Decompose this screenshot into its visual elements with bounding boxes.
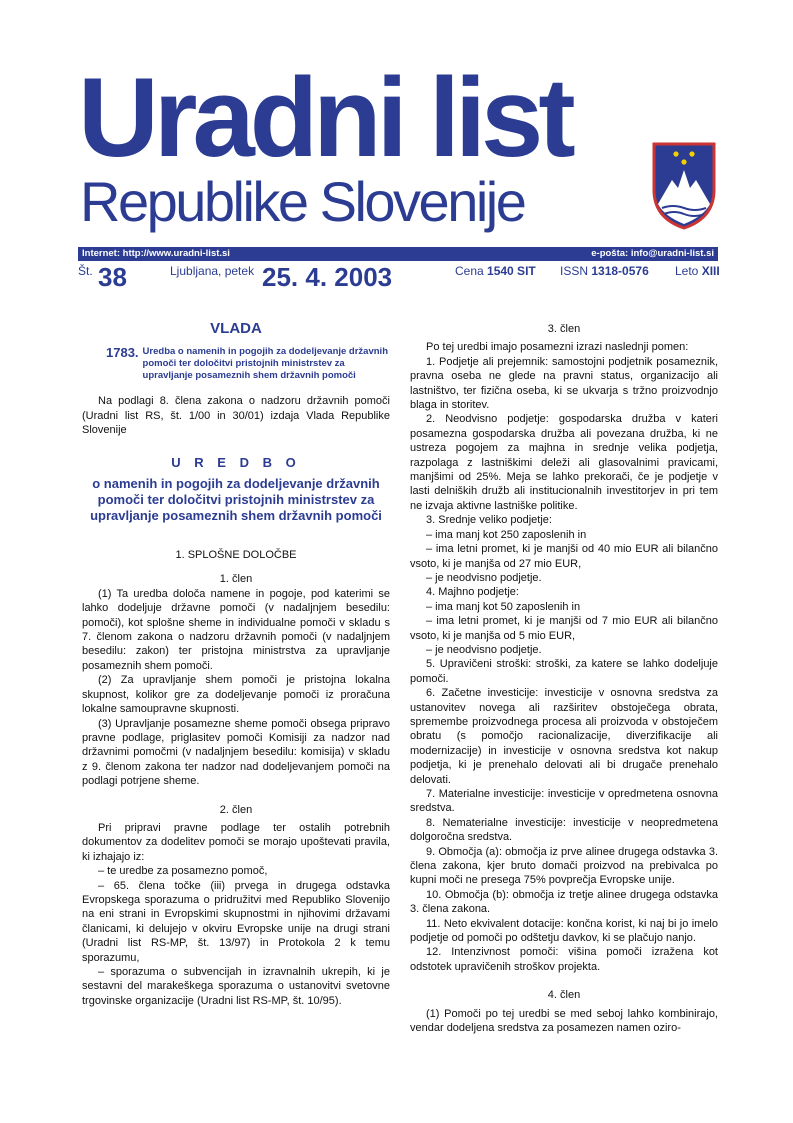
paragraph: – je neodvisno podjetje. (426, 643, 542, 656)
right-column (410, 322, 718, 1036)
issue-issn: ISSN 1318-0576 (560, 264, 649, 278)
paragraph: 10. Območja (b): območja iz tretje alinee drugega odstavka 3. člena zakona. (410, 888, 718, 916)
section-heading: VLADA (210, 320, 262, 337)
paragraph: 9. Območja (a): območja iz prve alinee drugega odstavka 3. člena zakona, kjer bruto domači proizvod na prebivalca po kupni moči ne presega 75% povprečja Evropske unije. (410, 845, 718, 887)
paragraph: 2. Neodvisno podjetje: gospodarska družba v kateri posamezna gospodarska družba ali povezana družba, ki ne ustreza pogojem za majhna in srednje velika podjetja, razpolaga z lastniškimi deleži ali glasovalnimi pravicami, manjšimi od 25%. Meja se lahko prekorači, če je podjetje v lasti delniških družb ali institucionalnih investitorjev in pri tem ne izvaja aktivne lastniške politike. (410, 413, 718, 512)
paragraph: – je neodvisno podjetje. (426, 571, 542, 584)
paragraph: 5. Upravičeni stroški: stroški, za katere se lahko dodeljuje pomoči. (410, 658, 718, 685)
paragraph: 3. Srednje veliko podjetje: (426, 514, 552, 527)
uredbo-title: o namenih in pogojih za dodeljevanje državnih pomoči ter določitvi pristojnih ministrstev za upravljanje posameznih shem državnih pomoči (90, 476, 382, 524)
article-3-heading: 3. člen (547, 323, 581, 335)
paragraph: (1) Pomoči po tej uredbi se med seboj lahko kombinirajo, vendar dodeljena sredstva za posamezen namen oziro- (410, 1007, 718, 1035)
chapter-heading: 1. SPLOŠNE DOLOČBE (175, 549, 297, 562)
paragraph: 8. Nematerialne investicije: investicije v neopredmetena dolgoročna sredstva. (410, 816, 718, 844)
internet-link[interactable]: Internet: http://www.uradni-list.si (82, 248, 230, 259)
paragraph: – ima letni promet, ki je manjši od 7 mio EUR ali bilančno vsoto, ki je manjša od 5 mio EUR, (410, 615, 718, 642)
coat-of-arms-icon (650, 140, 718, 230)
issue-year: Leto XIII (675, 264, 720, 278)
paragraph: (1) Ta uredba določa namene in pogoje, pod katerimi se lahko dodeljuje državne pomoči (v nadaljnjem besedilu: pomoči), kot splošne sheme in individualne pomoči v skladu s 7. členom zakona o nadzoru državnih pomoči (v nadaljnjem besedilu: zakon) ter pristojna ministrstva za upravljanje posameznih shem pomoči. (82, 587, 390, 672)
paragraph: 7. Materialne investicije: investicije v opredmetena osnovna sredstva. (410, 788, 718, 815)
paragraph: – sporazuma o subvencijah in izravnalnih ukrepih, ki je sestavni del marakeškega sporazuma o ustanovitvi svetovne trgovinske organizacije (Uradni list RS-MP, št. 10/95). (82, 966, 390, 1007)
article-4-heading: 4. člen (547, 989, 581, 1002)
paragraph: 4. Majhno podjetje: (426, 586, 519, 599)
paragraph: Pri pripravi pravne podlage ter ostalih potrebnih dokumentov za dodelitev pomoči se morajo upoštevati pravila, ki izhajajo iz: (82, 821, 390, 863)
entry-heading (82, 346, 390, 382)
paragraph: (3) Upravljanje posamezne sheme pomoči obsega pripravo pravne podlage, priglasitev pomoči Komisiji za nadzor nad državnimi pomočmi (v nadaljnjem besedilu: komisija) v skladu z 9. členom zakona ter nadzor nad dodeljevanjem pomoči na podlagi potrjene sheme. (82, 717, 390, 788)
paragraph: – ima manj kot 250 zaposlenih in (426, 528, 587, 541)
issue-place: Ljubljana, petek (170, 264, 255, 278)
masthead-info-bar (78, 247, 718, 261)
masthead-title: Uradni list (78, 55, 571, 180)
paragraph: (2) Za upravljanje shem pomoči je pristojna lokalna skupnost, kolikor gre za dodeljevanje pomoči iz proračuna lokalne samoupravne skupnosti. (82, 674, 390, 716)
article-2-heading: 2. člen (219, 803, 253, 816)
paragraph: – ima letni promet, ki je manjši od 40 mio EUR ali bilančno vsoto, ki je manjša od 27 mio EUR, (410, 543, 718, 570)
article-1-heading: 1. člen (219, 573, 253, 586)
paragraph: 1. Podjetje ali prejemnik: samostojni podjetnik posameznik, pravna oseba ne glede na pravni status, organizacijo ali lastništvo, ter fizična oseba, ki se ukvarja s tržno proizvodnjo blaga in storitev. (410, 355, 718, 412)
paragraph: – 65. člena točke (iii) prvega in drugega odstavka Evropskega sporazuma o pridružitvi med Republiko Slovenijo na eni strani in Evropskimi skupnostmi in njihovimi državami članicami, ki delujejo v okviru Evropske unije na drugi strani (Uradni list RS-MP, št. 13/97) in Protokola 2 k temu sporazumu, (82, 879, 390, 964)
paragraph: Po tej uredbi imajo posamezni izrazi naslednji pomen: (426, 341, 689, 354)
masthead-subtitle: Republike Slovenije (80, 170, 525, 233)
issue-date: 25. 4. 2003 (262, 262, 393, 292)
left-column (82, 322, 390, 1008)
issue-label: Št. (78, 264, 93, 278)
paragraph: 12. Intenzivnost pomoči: višina pomoči izražena kot odstotek upravičenih stroškov projekta. (410, 946, 718, 973)
email-link[interactable]: e-pošta: info@uradni-list.si (591, 248, 714, 259)
paragraph: – te uredbe za posamezno pomoč, (98, 865, 268, 878)
intro-paragraph: Na podlagi 8. člena zakona o nadzoru državnih pomoči (Uradni list RS, št. 1/00 in 30/01) izdaja Vlada Republike Slovenije (82, 395, 390, 437)
paragraph: 11. Neto ekvivalent dotacije: končna korist, ki naj bi jo imelo podjetje od pomoči po odštetju davkov, ki se plačujo nanjo. (410, 917, 718, 945)
paragraph: 6. Začetne investicije: investicije v osnovna sredstva za ustanovitev novega ali razširitev obstoječega obrata, spremembe proizvodnega procesa ali proizvoda v obstoječem obratu (s pomočjo racionalizacije, diverzifikacije ali modernizacije) in investicije v osnovna sredstva kot nakup podjetja, ki je prenehalo delovati ali bi drugače prenehalo delovati. (410, 687, 718, 786)
entry-title: Uredba o namenih in pogojih za dodeljevanje državnih pomoči ter določitvi pristojnih ministrstev za upravljanje posameznih shem državnih pomoči (142, 346, 388, 382)
uredbo-heading: U R E D B O (171, 454, 301, 470)
issue-number: 38 (98, 262, 127, 292)
issue-price: Cena 1540 SIT (455, 264, 536, 278)
paragraph: – ima manj kot 50 zaposlenih in (426, 600, 581, 613)
entry-number: 1783. (106, 345, 139, 361)
